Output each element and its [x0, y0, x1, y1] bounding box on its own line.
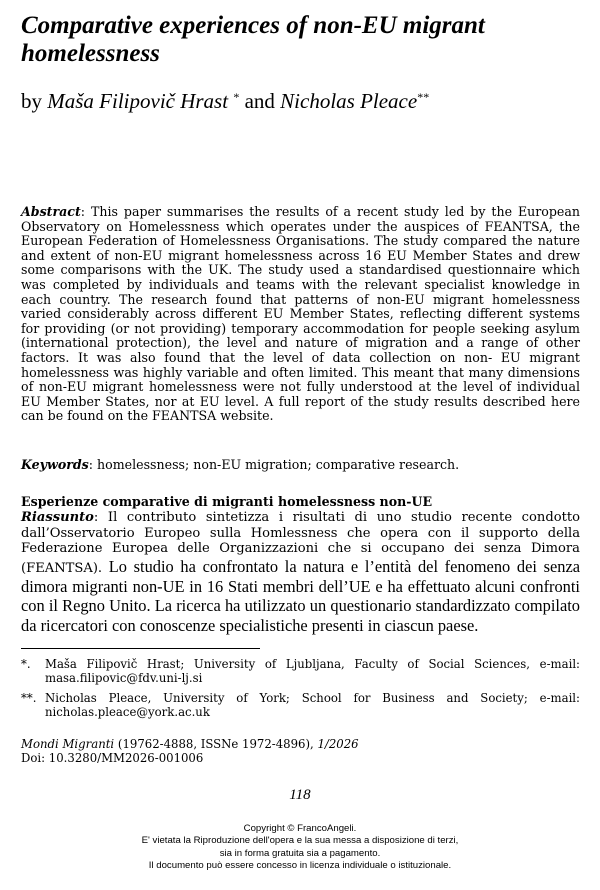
journal-doi: Doi: 10.3280/MM2026-001006: [21, 751, 204, 766]
copyright-line-3: sia in forma gratuita sia a pagamento.: [219, 847, 381, 859]
italian-abstract-label: Riassunto: [21, 510, 94, 525]
journal-issue: 1/2026: [317, 737, 359, 751]
keywords-label: Keywords: [21, 457, 89, 472]
byline-and: and: [244, 89, 275, 113]
byline: [21, 84, 581, 114]
copyright-line-1: Copyright © FrancoAngeli.: [243, 823, 357, 834]
footnote-rule: [21, 648, 260, 649]
footnote-2-text: Nicholas Pleace, University of York; School for Business and Society; e-mail: nicholas.pleace@york.ac.uk: [45, 691, 580, 720]
byline-by: by: [21, 89, 42, 113]
footnote-1-mark: *.: [21, 657, 31, 671]
italian-title: Esperienze comparative di migranti homelessness non-UE: [21, 494, 433, 509]
footnote-2-mark: **.: [21, 691, 37, 705]
italian-abstract-text-1: : Il contributo sintetizza i risultati di uno studio recente condotto dall’Osservatorio Europeo sulla Homlessness che opera con il supporto della Federazione Europea delle Organizzazioni che si occupano dei senza Dimora (FEANTSA).: [21, 510, 580, 576]
abstract-label: Abstract: [21, 204, 81, 219]
journal-name: Mondi Migranti: [21, 737, 115, 751]
italian-abstract: [21, 510, 580, 636]
journal-issn: (19762-4888, ISSNe 1972-4896),: [114, 737, 318, 751]
page-number: 118: [289, 787, 311, 803]
italian-abstract-text-2: Lo studio ha confrontato la natura e l’entità del fenomeno dei senza dimora migranti non-UE in 16 Stati membri dell’UE e ha effettuato alcuni confronti con il Regno Unito. La ricerca ha utilizzato un questionario standardizzato compilato da ricercatori con conoscenze specialistiche presenti in ciascun paese.: [21, 556, 580, 636]
author-2-footnote-mark: **: [417, 90, 430, 104]
copyright-line-2: E' vietata la Riproduzione dell'opera e la sua messa a disposizione di terzi,: [141, 835, 459, 847]
keywords-text: : homelessness; non-EU migration; comparative research.: [88, 457, 460, 472]
footnote-1: [21, 657, 580, 685]
author-2: Nicholas Pleace: [280, 89, 418, 113]
keywords: [21, 458, 580, 473]
copyright-notice: [0, 823, 600, 873]
copyright-line-4: Il documento può essere concesso in licenza individuale o istituzionale.: [148, 860, 452, 872]
journal-citation: [21, 737, 580, 765]
author-1-footnote-mark: *: [233, 90, 240, 104]
abstract-text: : This paper summarises the results of a recent study led by the European Observatory on Homelessness which operates under the auspices of FEANTSA, the European Federation of Homelessness Organisations. The study compared the nature and extent of non-EU migrant homelessness across 16 EU Member States and drew some comparisons with the UK. The study used a standardised questionnaire which was completed by individuals and teams with the relevant specialist knowledge in each country. The research found that patterns of non-EU migrant homelessness varied considerably across different EU Member States, reflecting different systems for providing (or not providing) temporary accommodation for people seeking asylum (international protection), the level and nature of migration and a range of other factors. It was also found that the level of data collection on non- EU migrant homelessness was highly variable and often limited. This meant that many dimensions of non-EU migrant homelessness were not fully understood at the level of individual EU Member States, nor at EU level. A full report of the study results described here can be found on the FEANTSA website.: [21, 204, 580, 424]
footnote-2: [21, 691, 580, 719]
paper-title: Comparative experiences of non-EU migrant homelessness: [21, 12, 485, 67]
footnote-1-text: Maša Filipovič Hrast; University of Ljubljana, Faculty of Social Sciences, e-mail: masa.filipovic@fdv.uni-lj.si: [45, 657, 580, 686]
author-1: Maša Filipovič Hrast: [47, 89, 229, 113]
abstract: [21, 205, 580, 424]
